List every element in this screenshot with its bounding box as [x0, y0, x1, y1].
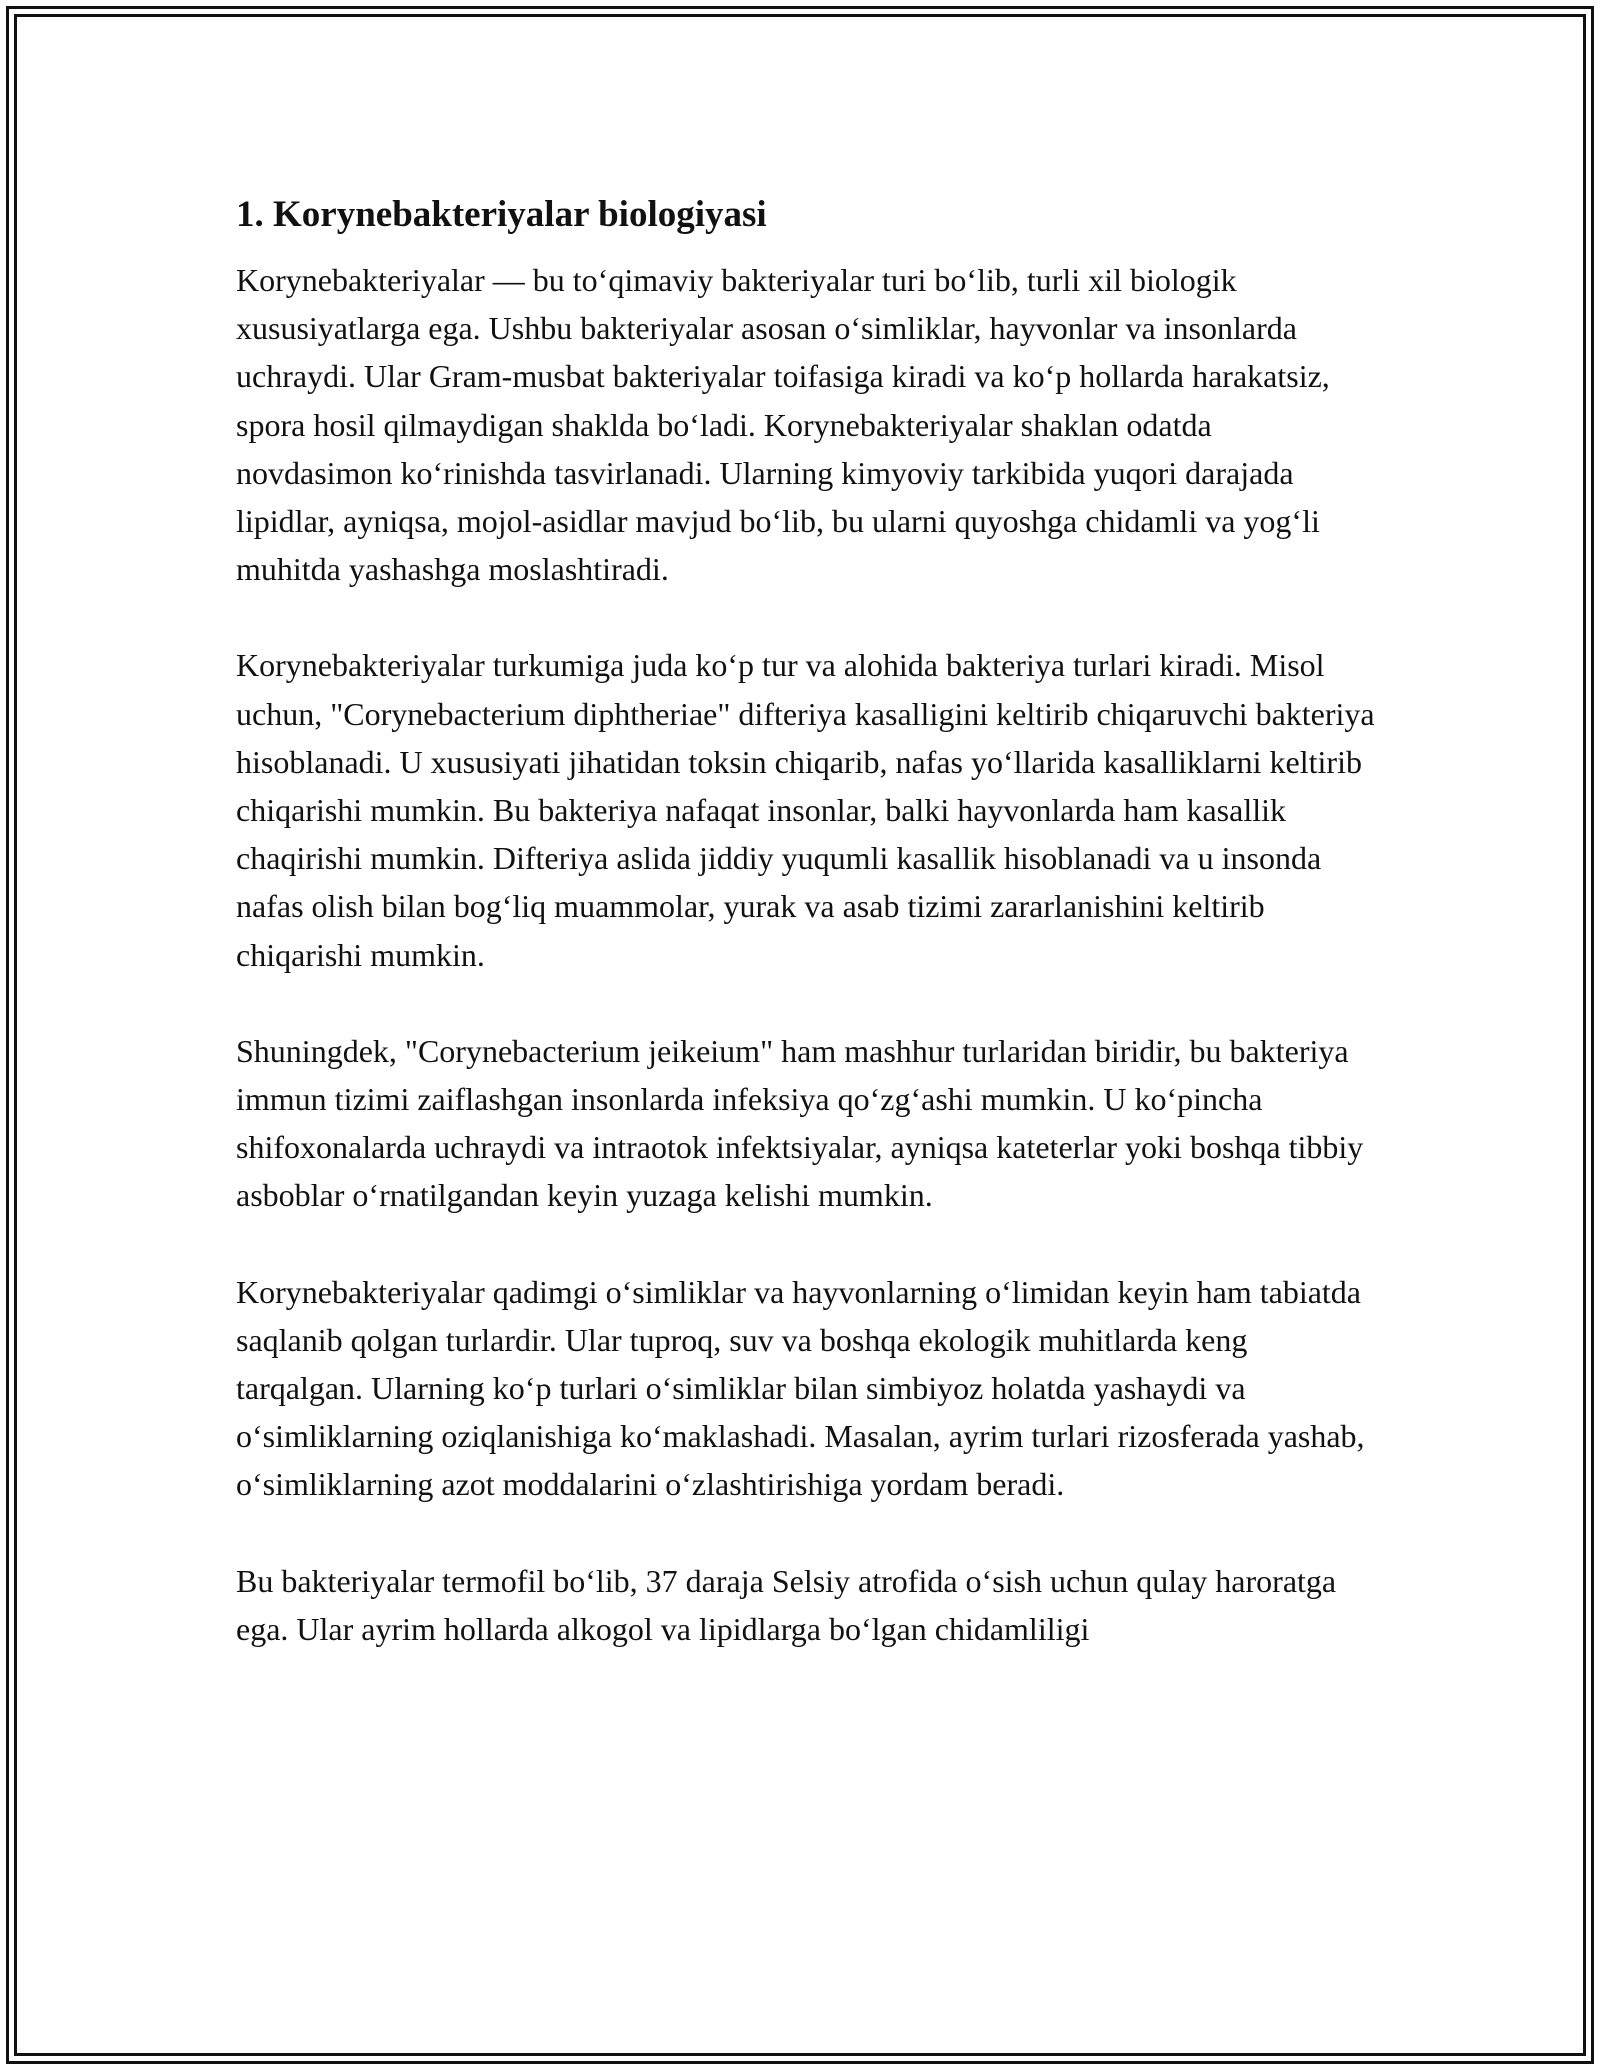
paragraph-2: Korynebakteriyalar turkumiga juda ko‘p tur va alohida bakteriya turlari kiradi. Misol uchun, "Corynebacterium diphtheriae" difteriya kasalligini keltirib chiqaruvchi bakteriya hisoblanadi. U xususiyati jihatidan toksin chiqarib, nafas yo‘llarida kasalliklarni keltirib chiqarishi mumkin. Bu bakteriya nafaqat insonlar, balki hayvonlarda ham kasallik chaqirishi mumkin. Difteriya aslida jiddiy yuqumli kasallik hisoblanadi va u insonda nafas olish bilan bog‘liq muammolar, yurak va asab tizimi zararlanishini keltirib chiqarishi mumkin.: [236, 647, 1375, 973]
paragraph-3: Shuningdek, "Corynebacterium jeikeium" ham mashhur turlaridan biridir, bu bakteriya immun tizimi zaiflashgan insonlarda infeksiya qo‘zg‘ashi mumkin. U ko‘pincha shifoxonalarda uchraydi va intraotok infektsiyalar, ayniqsa kateterlar yoki boshqa tibbiy asboblar o‘rnatilgandan keyin yuzaga kelishi mumkin.: [236, 1032, 1364, 1214]
paragraph-4: Korynebakteriyalar qadimgi o‘simliklar va hayvonlarning o‘limidan keyin ham tabiatda saqlanib qolgan turlardir. Ular tuproq, suv va boshqa ekologik muhitlarda keng tarqalgan. Ularning ko‘p turlari o‘simliklar bilan simbiyoz holatda yashaydi va o‘simliklarning oziqlanishiga ko‘maklashadi. Masalan, ayrim turlari rizosferada yashab, o‘simliklarning azot moddalarini o‘zlashtirishiga yordam beradi.: [236, 1273, 1365, 1503]
paragraph-5: Bu bakteriyalar termofil bo‘lib, 37 daraja Selsiy atrofida o‘sish uchun qulay haroratga ega. Ular ayrim hollarda alkogol va lipidlarga bo‘lgan chidamliligi: [236, 1562, 1337, 1647]
paragraph-1: Korynebakteriyalar — bu to‘qimaviy bakteriyalar turi bo‘lib, turli xil biologik xususiyatlarga ega. Ushbu bakteriyalar asosan o‘simliklar, hayvonlar va insonlarda uchraydi. Ular Gram-musbat bakteriyalar toifasiga kiradi va ko‘p hollarda harakatsiz, spora hosil qilmaydigan shaklda bo‘ladi. Korynebakteriyalar shaklan odatda novdasimon ko‘rinishda tasvirlanadi. Ularning kimyoviy tarkibida yuqori darajada lipidlar, ayniqsa, mojol-asidlar mavjud bo‘lib, bu ularni quyoshga chidamli va yog‘li muhitda yashashga moslashtiradi.: [236, 262, 1330, 588]
section-heading: 1. Korynebakteriyalar biologiyasi: [236, 194, 767, 235]
document-body: [236, 186, 1376, 1653]
